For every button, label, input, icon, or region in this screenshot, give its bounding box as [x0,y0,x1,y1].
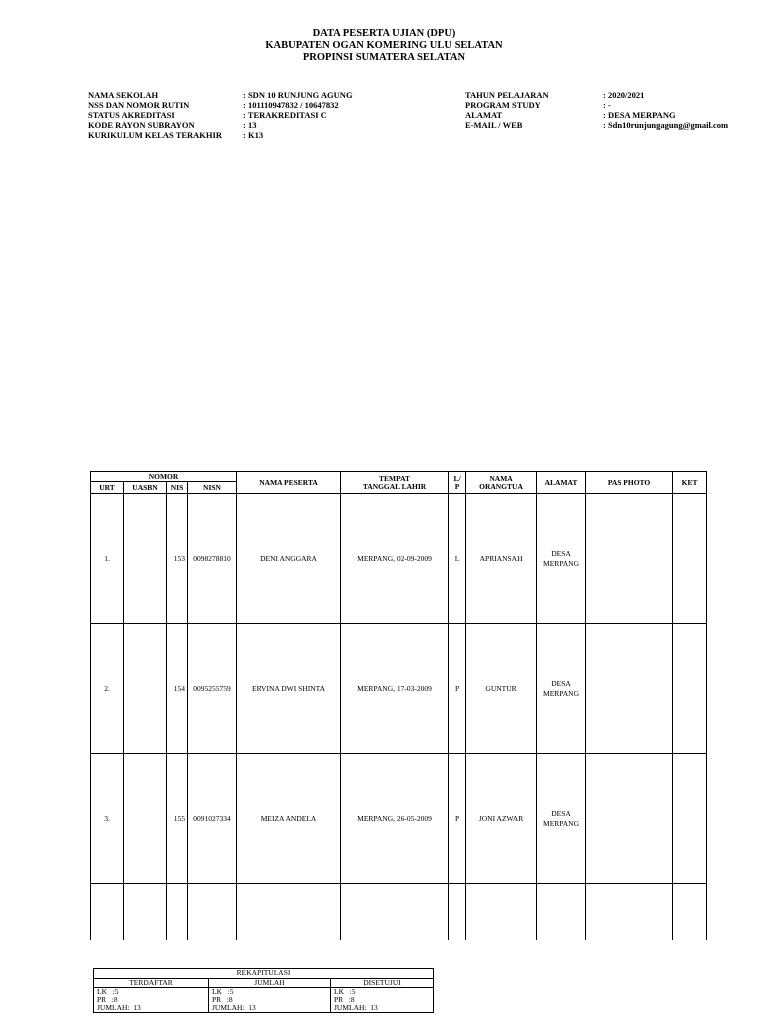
cell-ket [673,754,707,884]
col-header-nama: NAMA PESERTA [237,472,341,494]
recap-col-disetujui: DISETUJUI LK :5 PR :8 JUMLAH: 13 [331,979,433,1012]
cell-nis: 155 [167,754,188,884]
cell-urt: 3. [91,754,124,884]
cell-nama: ERVINA DWI SHINTA [237,624,341,754]
info-row-study-program: PROGRAM STUDY : - [465,100,611,110]
col-header-orangtua: NAMA ORANGTUA [466,472,537,494]
info-row-accreditation: STATUS AKREDITASI : TERAKREDITASI C [88,110,327,120]
info-row-email: E-MAIL / WEB : Sdn10runjungagung@gmail.com [465,120,729,130]
participants-table [90,471,707,940]
school-info-right [465,90,728,130]
cell-uasbn [124,494,167,624]
cell-ttl: MERPANG, 02-09-2009 [341,494,449,624]
school-info-left [88,90,353,140]
cell-ket [673,494,707,624]
cell-pas-photo [586,494,673,624]
cell-ket [673,624,707,754]
col-header-alamat: ALAMAT [537,472,586,494]
table-row [91,624,707,754]
cell-lp: P [449,624,466,754]
col-header-nis: NIS [167,482,188,494]
recap-title: REKAPITULASI [94,969,433,979]
table-row-empty [91,884,707,941]
col-header-lp: L/ P [449,472,466,494]
col-header-nisn: NISN [188,482,237,494]
cell-urt: 1. [91,494,124,624]
cell-orangtua: GUNTUR [466,624,537,754]
info-row-school-name: NAMA SEKOLAH : SDN 10 RUNJUNG AGUNG [88,90,353,100]
cell-orangtua: APRIANSAH [466,494,537,624]
col-header-ket: KET [673,472,707,494]
table-row [91,754,707,884]
info-row-academic-year: TAHUN PELAJARAN : 2020/2021 [465,90,645,100]
info-row-nss: NSS DAN NOMOR RUTIN : 101110947832 / 10647832 [88,100,339,110]
col-header-uasbn: UASBN [124,482,167,494]
col-header-ttl: TEMPAT TANGGAL LAHIR [341,472,449,494]
cell-ttl: MERPANG, 17-03-2009 [341,624,449,754]
cell-uasbn [124,754,167,884]
table-header-row [91,472,707,482]
table-row [91,494,707,624]
cell-pas-photo [586,754,673,884]
document-title: DATA PESERTA UJIAN (DPU) [312,28,456,39]
info-row-curriculum: KURIKULUM KELAS TERAKHIR : K13 [88,130,264,140]
document-header [0,28,768,64]
cell-nama: MEIZA ANDELA [237,754,341,884]
cell-lp: L [449,494,466,624]
cell-nisn: 0095255759 [188,624,237,754]
recap-col-terdaftar: TERDAFTAR LK :5 PR :8 JUMLAH: 13 [94,979,209,1012]
cell-pas-photo [586,624,673,754]
cell-lp: P [449,754,466,884]
cell-alamat: DESA MERPANG [537,754,586,884]
info-row-address: ALAMAT : DESA MERPANG [465,110,676,120]
col-header-pas-photo: PAS PHOTO [586,472,673,494]
recap-box [93,968,434,1013]
cell-nisn: 0098278810 [188,494,237,624]
cell-nis: 153 [167,494,188,624]
document-subtitle-province: PROPINSI SUMATERA SELATAN [302,52,466,63]
cell-uasbn [124,624,167,754]
cell-nis: 154 [167,624,188,754]
recap-col-jumlah: JUMLAH LK :5 PR :8 JUMLAH: 13 [209,979,331,1012]
cell-orangtua: JONI AZWAR [466,754,537,884]
cell-alamat: DESA MERPANG [537,494,586,624]
info-row-rayon: KODE RAYON SUBRAYON : 13 [88,120,257,130]
cell-nama: DENI ANGGARA [237,494,341,624]
cell-nisn: 0091027334 [188,754,237,884]
cell-ttl: MERPANG, 26-05-2009 [341,754,449,884]
cell-alamat: DESA MERPANG [537,624,586,754]
document-subtitle-regency: KABUPATEN OGAN KOMERING ULU SELATAN [265,40,503,51]
col-header-nomor: NOMOR [91,472,237,482]
cell-urt: 2. [91,624,124,754]
col-header-urt: URT [91,482,124,494]
